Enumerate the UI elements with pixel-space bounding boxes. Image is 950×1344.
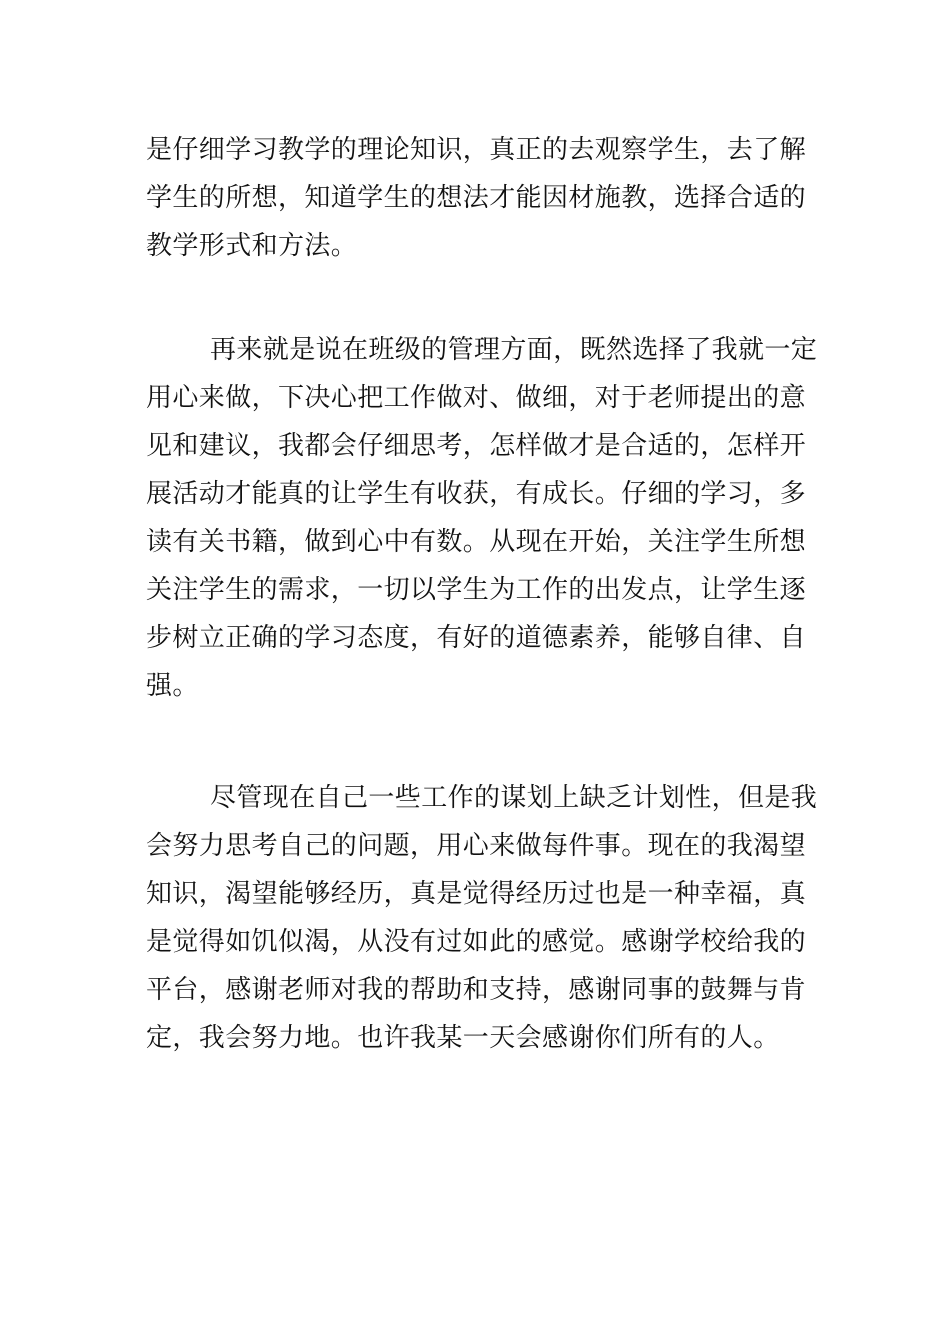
paragraph-2-line-7: 步树立正确的学习态度，有好的道德素养，能够自律、自 <box>146 623 807 653</box>
paragraph-2-line-6: 关注学生的需求，一切以学生为工作的出发点，让学生逐 <box>146 575 807 605</box>
paragraph-2-line-4: 展活动才能真的让学生有收获，有成长。仔细的学习，多 <box>146 479 807 509</box>
paragraph-3-line-1: 尽管现在自己一些工作的谋划上缺乏计划性，但是我 <box>210 783 818 813</box>
paragraph-2-line-2: 用心来做，下决心把工作做对、做细，对于老师提出的意 <box>146 383 807 413</box>
paragraph-2-line-1: 再来就是说在班级的管理方面，既然选择了我就一定 <box>210 335 818 365</box>
paragraph-3-line-5: 平台，感谢老师对我的帮助和支持，感谢同事的鼓舞与肯 <box>146 975 807 1005</box>
paragraph-3-line-6: 定，我会努力地。也许我某一天会感谢你们所有的人。 <box>146 1023 780 1053</box>
paragraph-1-line-2: 学生的所想，知道学生的想法才能因材施教，选择合适的 <box>146 183 807 213</box>
paragraph-2-line-3: 见和建议，我都会仔细思考，怎样做才是合适的，怎样开 <box>146 431 807 461</box>
paragraph-1-line-3: 教学形式和方法。 <box>146 231 358 261</box>
paragraph-2-line-8: 强。 <box>146 671 199 701</box>
paragraph-3-line-4: 是觉得如饥似渴，从没有过如此的感觉。感谢学校给我的 <box>146 927 807 957</box>
paragraph-1-line-1: 是仔细学习教学的理论知识，真正的去观察学生，去了解 <box>146 135 807 165</box>
paragraph-3-line-3: 知识，渴望能够经历，真是觉得经历过也是一种幸福，真 <box>146 879 807 909</box>
paragraph-2-line-5: 读有关书籍，做到心中有数。从现在开始，关注学生所想 <box>146 527 807 557</box>
paragraph-3-line-2: 会努力思考自己的问题，用心来做每件事。现在的我渴望 <box>146 831 807 861</box>
